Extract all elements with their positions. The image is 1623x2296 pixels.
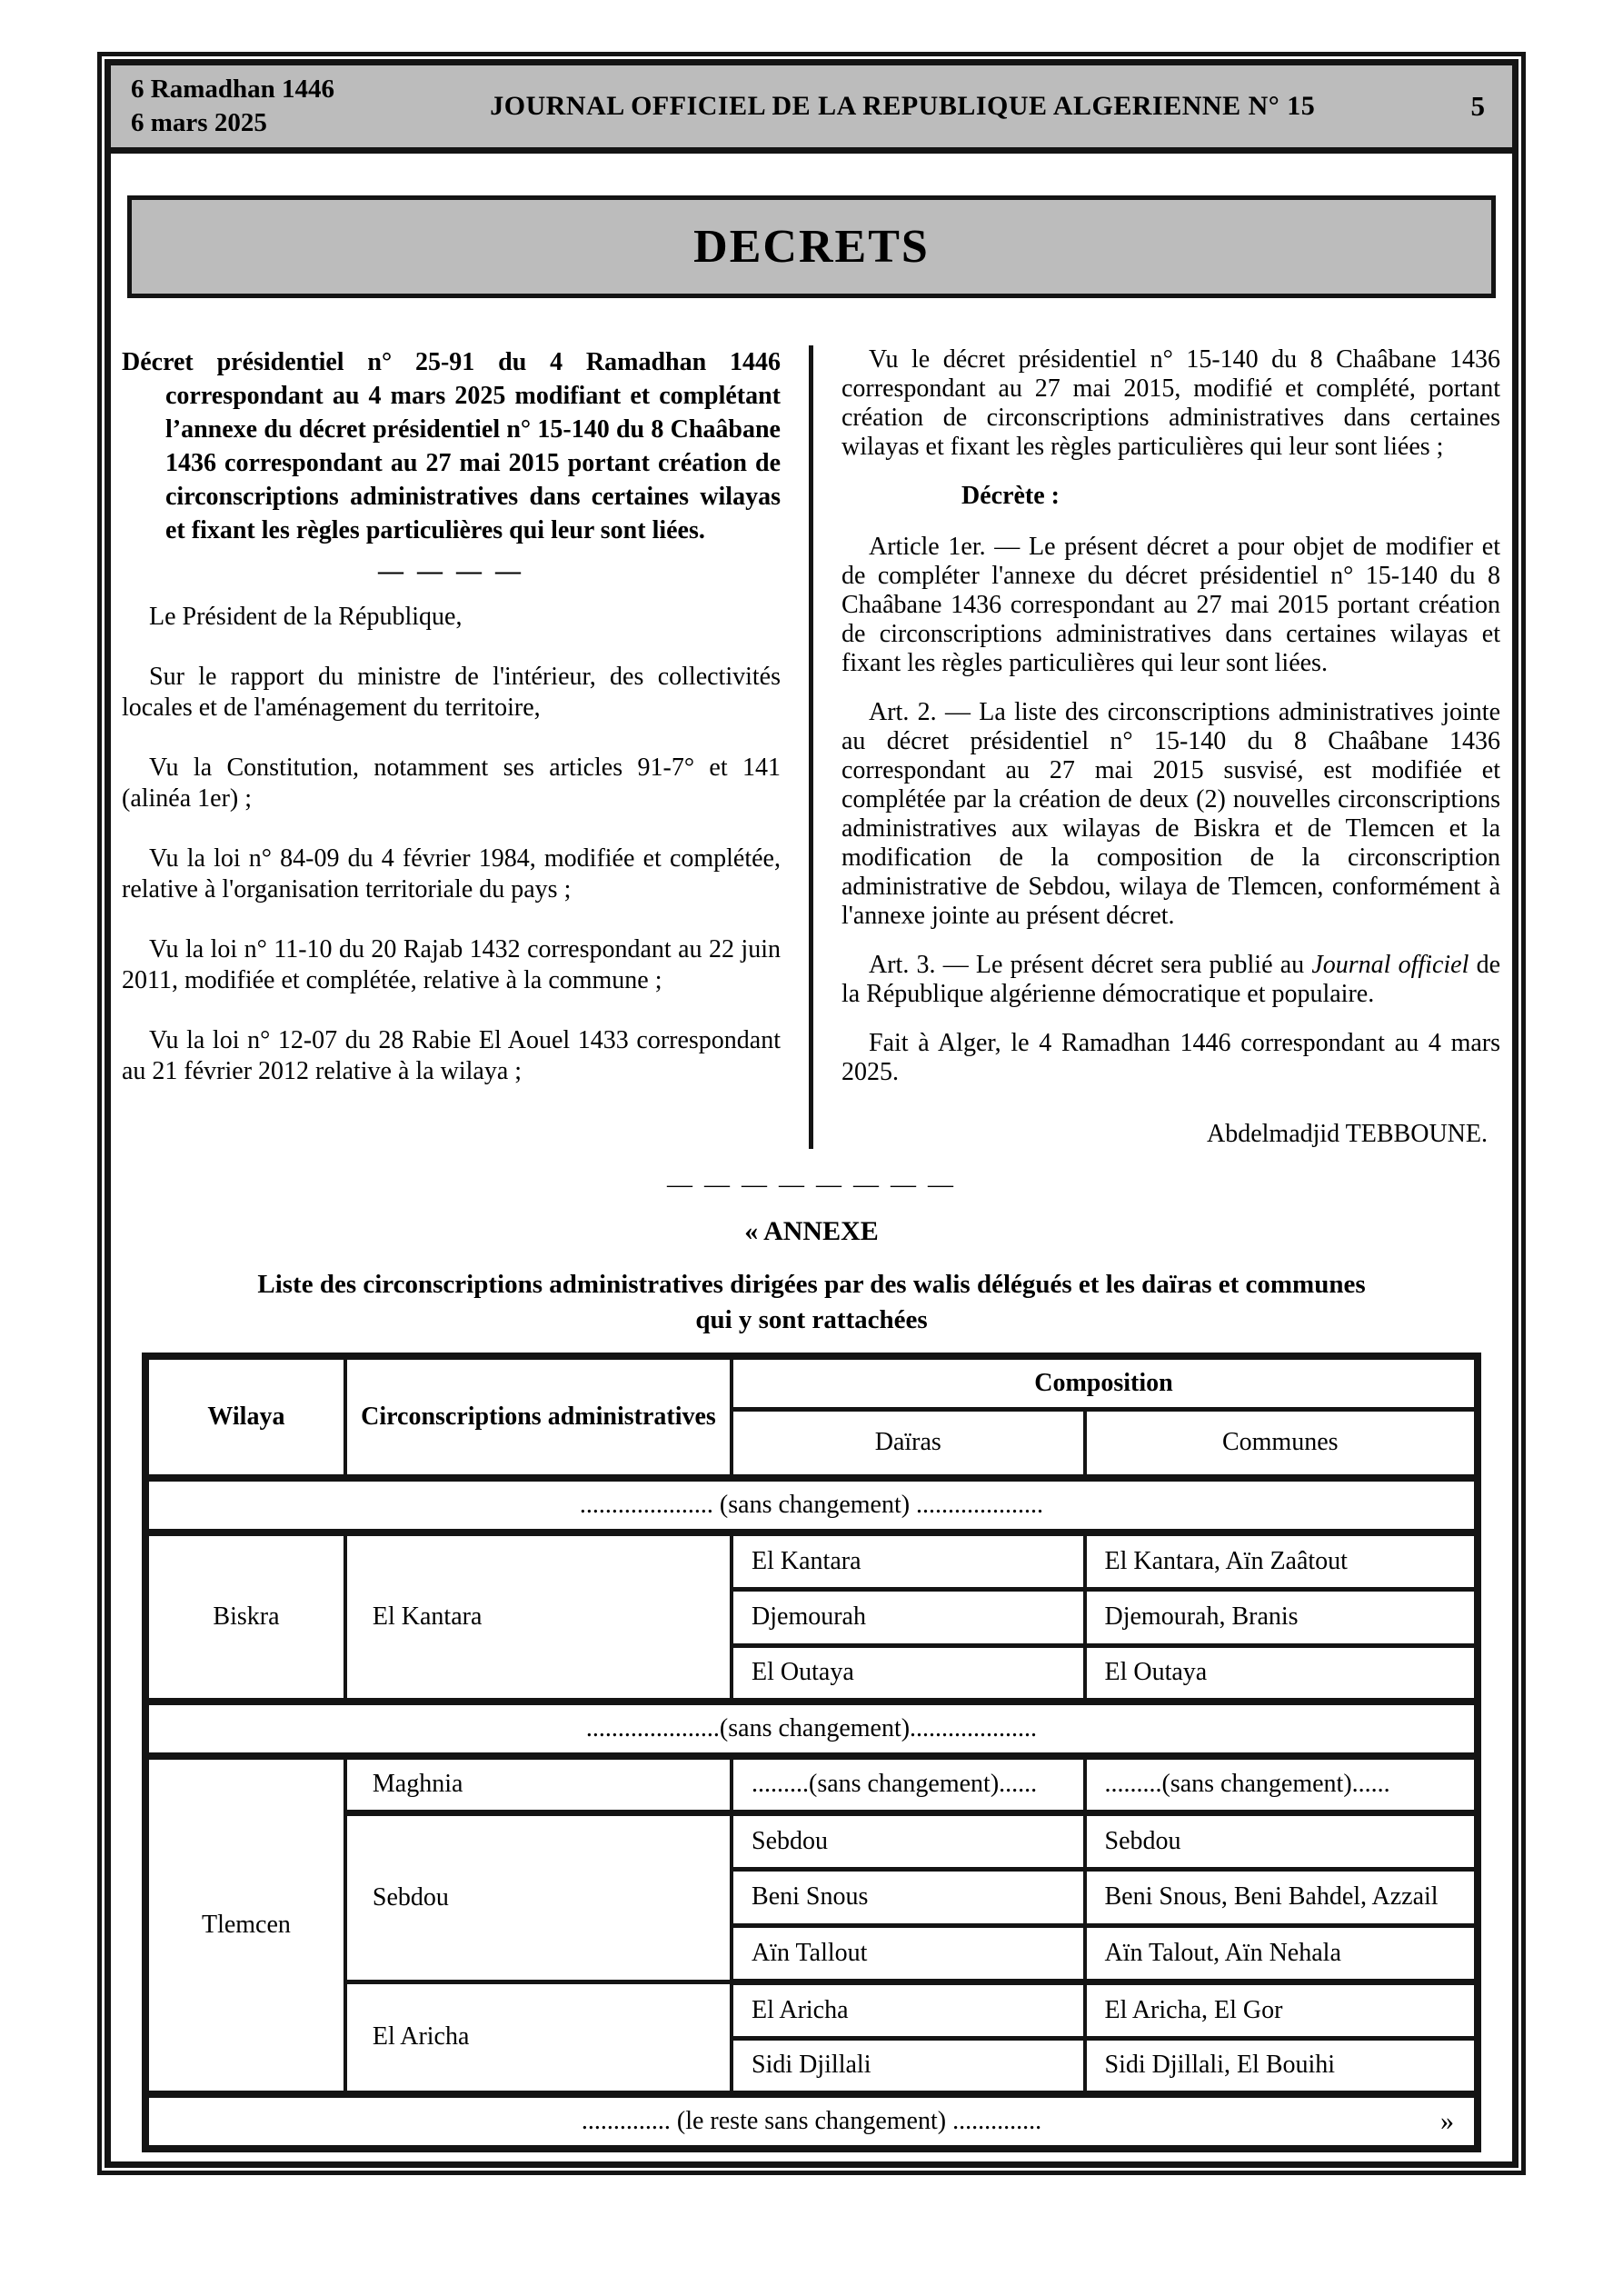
- paragraph-loi-84-09: Vu la loi n° 84-09 du 4 février 1984, modifiée et complétée, relative à l'organisation territoriale du pays ;: [122, 844, 781, 903]
- decree-heading: Décret présidentiel n° 25-91 du 4 Ramadhan 1446 correspondant au 4 mars 2025 modifiant et complétant l’annexe du décret présidentiel n° 15-140 du 8 Chaâbane 1436 correspondant au 27 mai 2015 portant création de circonscriptions administratives dans certaines wilayas et fixant les règles particulières qui leur sont liées.: [122, 348, 781, 544]
- article-3-text-end: de la République algérienne démocratique et populaire.: [841, 951, 1501, 1008]
- paragraph-loi-12-07: Vu la loi n° 12-07 du 28 Rabie El Aouel 1433 correspondant au 21 février 2012 relative à la wilaya ;: [122, 1026, 781, 1085]
- annexe-title-line2: qui y sont rattachées: [695, 1305, 928, 1334]
- row-unchanged-1: [145, 1478, 1478, 1532]
- journal-officiel-italic: Journal officiel: [1311, 951, 1469, 979]
- decrete-label: Décrète :: [961, 482, 1060, 510]
- cell-communes: El Outaya: [1085, 1645, 1479, 1702]
- footer-closing-quote: »: [1440, 2106, 1454, 2136]
- th-composition: Composition: [732, 1356, 1478, 1409]
- annexe-label: « ANNEXE: [744, 1216, 879, 1246]
- cell-communes: .........(sans changement)......: [1085, 1756, 1479, 1812]
- heading-separator: — — — —: [378, 557, 524, 585]
- page-header: [111, 65, 1512, 154]
- cell-communes: Aïn Talout, Aïn Nehala: [1085, 1925, 1479, 1982]
- table-row: [145, 1756, 1478, 1812]
- annexe-table-wrap: [142, 1353, 1481, 2152]
- table-row: [145, 1812, 1478, 1869]
- table-row: [145, 1982, 1478, 2038]
- page-frame-outer: [97, 52, 1526, 2175]
- cell-footer: [145, 2094, 1478, 2149]
- cell-daira: El Aricha: [732, 1982, 1084, 2038]
- table-row: [145, 1532, 1478, 1589]
- date-hijri: 6 Ramadhan 1446: [131, 75, 334, 104]
- cell-daira: Sebdou: [732, 1812, 1084, 1869]
- cell-communes: Beni Snous, Beni Bahdel, Azzail: [1085, 1869, 1479, 1925]
- cell-circ-sebdou: Sebdou: [345, 1812, 732, 1982]
- paragraph-constitution: Vu la Constitution, notamment ses articles 91-7° et 141 (alinéa 1er) ;: [122, 754, 781, 813]
- th-dairas: Daïras: [732, 1409, 1084, 1478]
- cell-unchanged-2: .....................(sans changement)....................: [145, 1702, 1478, 1756]
- cell-circ-maghnia: Maghnia: [345, 1756, 732, 1812]
- banner-label: DECRETS: [693, 221, 930, 273]
- cell-daira: Aïn Tallout: [732, 1925, 1084, 1982]
- row-footer: [145, 2094, 1478, 2149]
- cell-daira: Djemourah: [732, 1589, 1084, 1645]
- page-number: 5: [1470, 90, 1485, 122]
- annexe-title-line1: Liste des circonscriptions administratives dirigées par des walis délégués et les daïras et communes: [257, 1270, 1366, 1299]
- right-column: [841, 345, 1500, 1149]
- column-divider: [809, 345, 813, 1149]
- cell-communes: Sebdou: [1085, 1812, 1479, 1869]
- fait-line: Fait à Alger, le 4 Ramadhan 1446 correspondant au 4 mars 2025.: [841, 1029, 1500, 1086]
- signature: Abdelmadjid TEBBOUNE.: [1206, 1120, 1488, 1148]
- cell-daira: Beni Snous: [732, 1869, 1084, 1925]
- article-3: [841, 951, 1500, 1009]
- cell-wilaya-tlemcen: Tlemcen: [145, 1756, 345, 2094]
- cell-communes: Djemourah, Branis: [1085, 1589, 1479, 1645]
- annexe-separator: — — — — — — — —: [667, 1171, 956, 1199]
- cell-daira: El Kantara: [732, 1532, 1084, 1589]
- th-communes: Communes: [1085, 1409, 1479, 1478]
- row-unchanged-2: [145, 1702, 1478, 1756]
- cell-circ-el-kantara: El Kantara: [345, 1532, 732, 1702]
- paragraph-president: Le Président de la République,: [149, 603, 463, 631]
- cell-communes: El Aricha, El Gor: [1085, 1982, 1479, 2038]
- date-gregorian: 6 mars 2025: [131, 108, 267, 137]
- header-dates: [131, 73, 334, 140]
- cell-wilaya-biskra: Biskra: [145, 1532, 345, 1702]
- cell-communes: Sidi Djillali, El Bouihi: [1085, 2038, 1479, 2094]
- paragraph-loi-11-10: Vu la loi n° 11-10 du 20 Rajab 1432 correspondant au 22 juin 2011, modifiée et complétée, relative à la commune ;: [122, 935, 781, 994]
- article-1: Article 1er. — Le présent décret a pour objet de modifier et de compléter l'annexe du décret présidentiel n° 15-140 du 8 Chaâbane 1436 correspondant au 27 mai 2015 portant création de circonscriptions administratives dans certaines wilayas et fixant les règles particulières qui leur sont liées.: [841, 533, 1500, 677]
- th-circonscriptions: Circonscriptions administratives: [345, 1356, 732, 1478]
- cell-daira: .........(sans changement)......: [732, 1756, 1084, 1812]
- article-3-text: Art. 3. — Le présent décret sera publié au: [869, 951, 1312, 979]
- decrets-banner: [127, 195, 1496, 298]
- th-wilaya: Wilaya: [145, 1356, 345, 1478]
- page-frame-inner: [105, 59, 1518, 2168]
- paragraph-vu-decret: Vu le décret présidentiel n° 15-140 du 8 Chaâbane 1436 correspondant au 27 mai 2015, modifié et complété, portant création de circonscriptions administratives dans certaines wilayas et fixant les règles particulières qui leur sont liées ;: [841, 345, 1500, 461]
- footer-dots: .............. (le reste sans changement) ..............: [581, 2107, 1042, 2135]
- article-2: Art. 2. — La liste des circonscriptions administratives jointe au décret présidentiel n° 15-140 du 8 Chaâbane 1436 correspondant au 27 mai 2015 susvisé, est modifiée et complétée par la création de deux (2) nouvelles circonscriptions administratives aux wilayas de Biskra et de Tlemcen et la modification de la composition de la circonscription administrative de Sebdou, wilaya de Tlemcen, conformément à l'annexe jointe au présent décret.: [841, 698, 1500, 930]
- page-content: [111, 154, 1512, 2161]
- annexe-table: [142, 1353, 1481, 2152]
- cell-daira: El Outaya: [732, 1645, 1084, 1702]
- cell-communes: El Kantara, Aïn Zaâtout: [1085, 1532, 1479, 1589]
- paragraph-rapport: Sur le rapport du ministre de l'intérieur, des collectivités locales et de l'aménagement du territoire,: [122, 663, 781, 722]
- cell-circ-el-aricha: El Aricha: [345, 1982, 732, 2094]
- decree-columns: [122, 345, 1501, 1149]
- cell-daira: Sidi Djillali: [732, 2038, 1084, 2094]
- left-column: [122, 345, 781, 1149]
- cell-unchanged-1: ..................... (sans changement) ....................: [145, 1478, 1478, 1532]
- annexe-title: [122, 1267, 1501, 1338]
- journal-title: JOURNAL OFFICIEL DE LA REPUBLIQUE ALGERIENNE N° 15: [490, 91, 1316, 121]
